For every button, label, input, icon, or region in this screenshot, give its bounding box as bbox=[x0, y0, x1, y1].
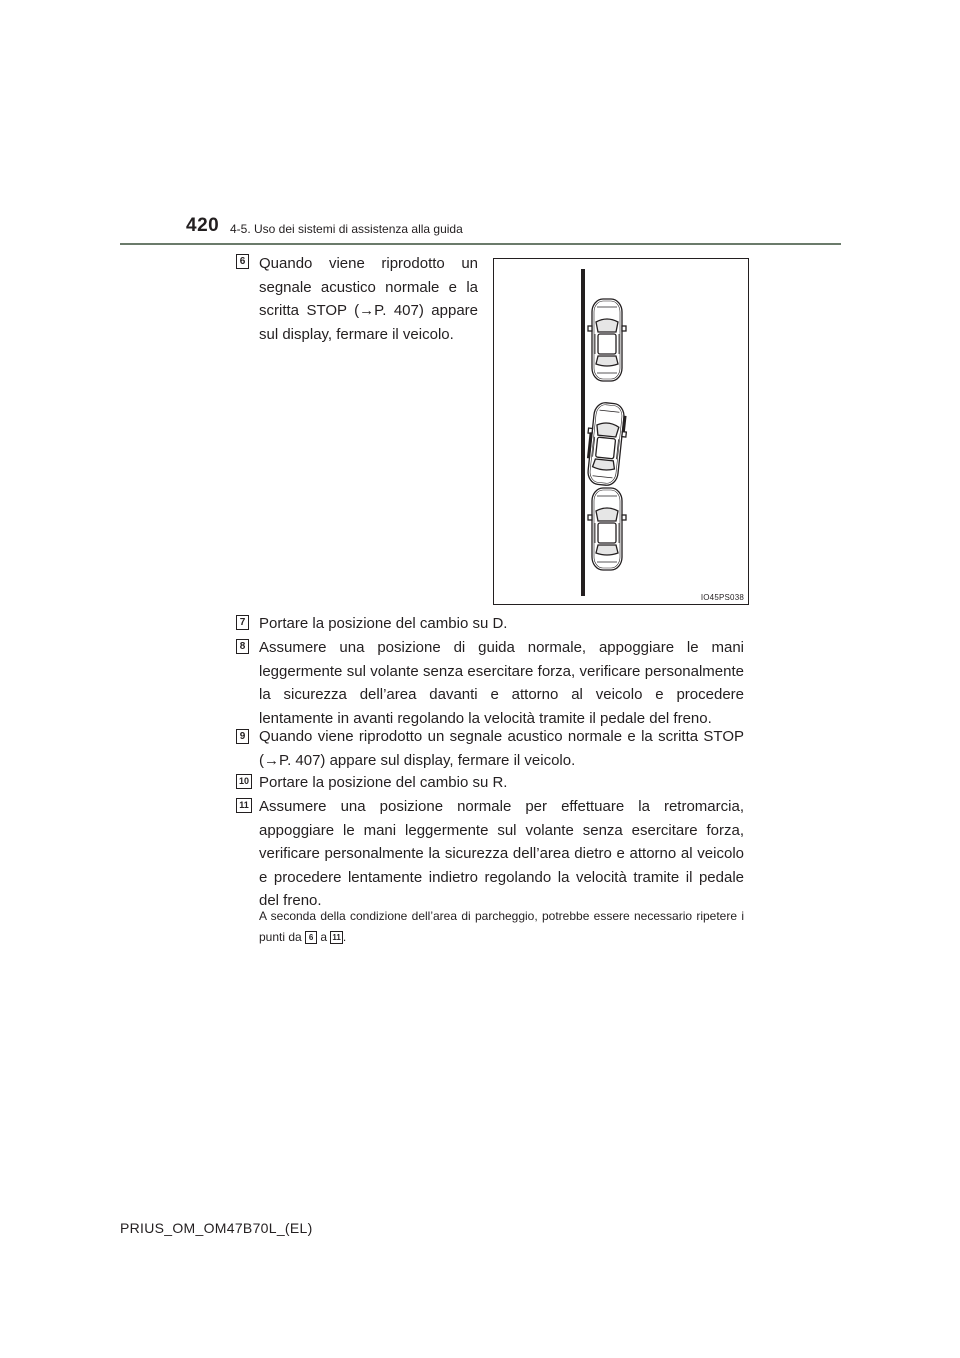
parallel-parking-diagram bbox=[494, 259, 750, 606]
step-6-badge: 6 bbox=[236, 254, 249, 269]
page-number: 420 bbox=[186, 215, 220, 236]
step-9-badge: 9 bbox=[236, 729, 249, 744]
parking-illustration bbox=[493, 258, 749, 605]
note-text-before: A seconda della condizione dell’area di parcheggio, potrebbe essere necessario ripetere i punti da bbox=[259, 909, 744, 944]
step-8-badge: 8 bbox=[236, 639, 249, 654]
note-text-middle: a bbox=[317, 930, 331, 944]
section-title: 4-5. Uso dei sistemi di assistenza alla guida bbox=[230, 222, 463, 236]
step-8-text: Assumere una posizione di guida normale, appoggiare le mani leggermente sul volante senza esercitare forza, verificare personalmente la sicurezza dell’area davanti e attorno al veicolo e procedere lentamente in avanti regolando la velocità tramite il pedale del freno. bbox=[259, 639, 744, 727]
step-10-text: Portare la posizione del cambio su R. bbox=[259, 774, 508, 791]
note-step-11-badge: 11 bbox=[332, 933, 341, 942]
step-11-badge: 11 bbox=[236, 798, 252, 813]
repeat-steps-note bbox=[259, 906, 744, 948]
parked-car-rear bbox=[588, 488, 626, 570]
note-step-6-badge: 6 bbox=[305, 931, 317, 944]
document-code: PRIUS_OM_OM47B70L_(EL) bbox=[120, 1220, 313, 1236]
note-text-after: . bbox=[342, 930, 347, 944]
step-9-text: Quando viene riprodotto un segnale acustico normale e la scritta STOP (→P. 407) appare sul display, fermare il veicolo. bbox=[259, 728, 744, 769]
step-10-badge: 10 bbox=[236, 774, 252, 789]
parked-car-front bbox=[588, 299, 626, 381]
step-7-badge: 7 bbox=[236, 615, 249, 630]
figure-code: IO45PS038 bbox=[700, 593, 744, 602]
step-7-text: Portare la posizione del cambio su D. bbox=[259, 615, 508, 632]
header-divider bbox=[120, 243, 841, 245]
step-11-text: Assumere una posizione normale per effettuare la retromarcia, appoggiare le mani leggermente sul volante senza esercitare forza, verificare personalmente la sicurezza dell’area dietro e attorno al veicolo e procedere lentamente indietro regolando la velocità tramite il pedale del freno. bbox=[259, 798, 744, 909]
step-6-text: Quando viene riprodotto un segnale acustico normale e la scritta STOP (→P. 407) appare sul display, fermare il veicolo. bbox=[259, 255, 478, 343]
